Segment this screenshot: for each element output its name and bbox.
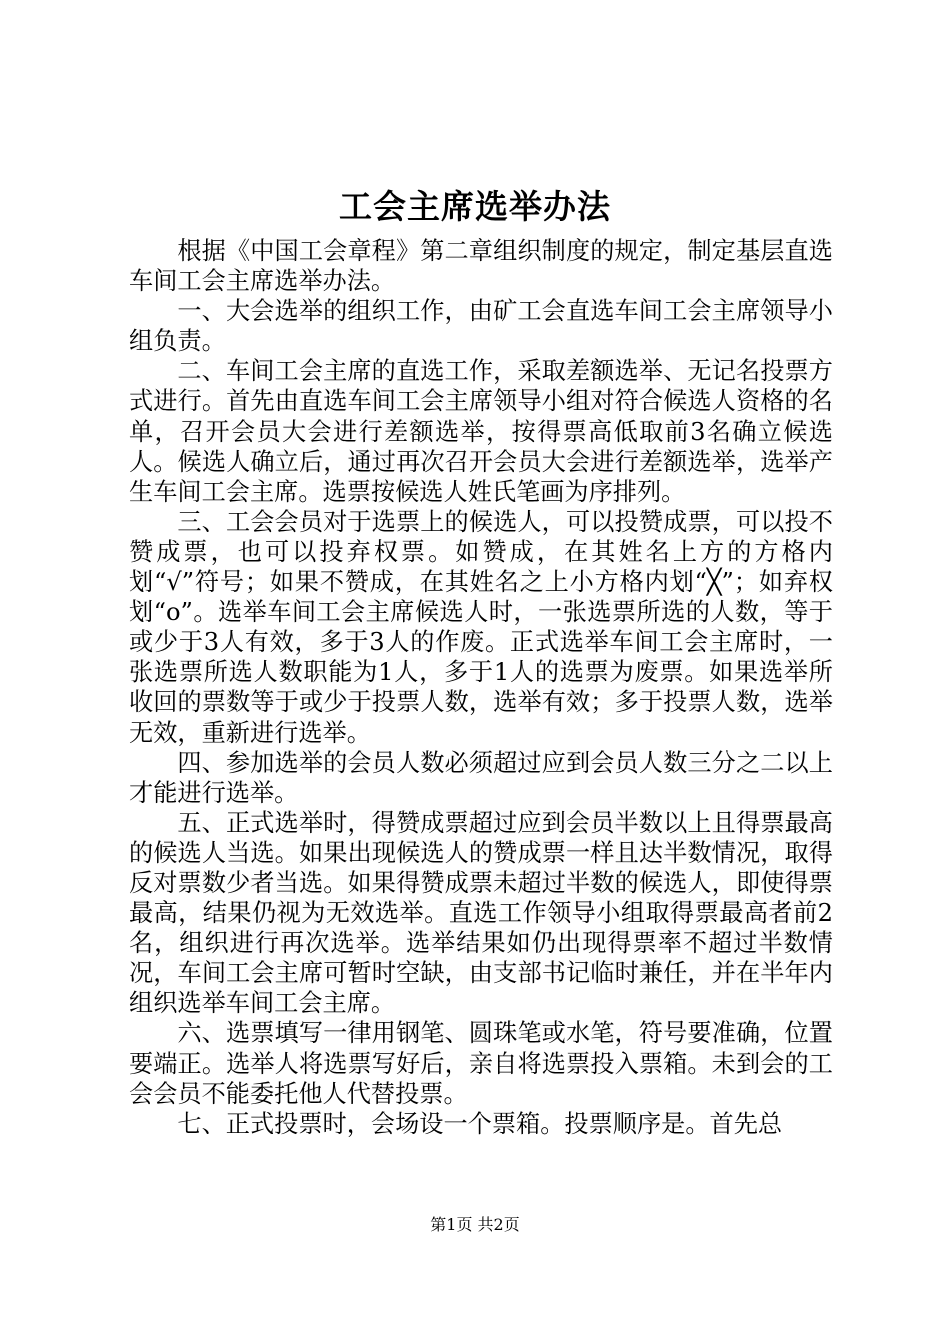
paragraph-intro: 根据《中国工会章程》第二章组织制度的规定，制定基层直选车间工会主席选举办法。 bbox=[129, 237, 833, 296]
page-number-footer: 第1页 共2页 bbox=[430, 1215, 520, 1234]
paragraph-5: 五、正式选举时，得赞成票超过应到会员半数以上且得票最高的候选人当选。如果出现候选人的赞成票一样且达半数情况，取得反对票数少者当选。如果得赞成票未超过半数的候选人，即使得票最高，结果仍视为无效选举。直选工作领导小组取得票最高者前2名，组织进行再次选举。选举结果如仍出现得票率不超过半数情况，车间工会主席可暂时空缺，由支部书记临时兼任，并在半年内组织选举车间工会主席。 bbox=[129, 808, 833, 1018]
paragraph-6: 六、选票填写一律用钢笔、圆珠笔或水笔，符号要准确，位置要端正。选举人将选票写好后，亲自将选票投入票箱。未到会的工会会员不能委托他人代替投票。 bbox=[129, 1019, 833, 1108]
paragraph-3: 三、工会会员对于选票上的候选人，可以投赞成票，可以投不赞成票，也可以投弃权票。如赞成，在其姓名上方的方格内划“√”符号；如果不赞成，在其姓名之上小方格内划“╳”；如弃权划“o”。选举车间工会主席候选人时，一张选票所选的人数，等于或少于3人有效，多于3人的作废。正式选举车间工会主席时，一张选票所选人数职能为1人，多于1人的选票为废票。如果选举所收回的票数等于或少于投票人数，选举有效；多于投票人数，选举无效，重新进行选举。 bbox=[129, 507, 833, 747]
paragraph-4: 四、参加选举的会员人数必须超过应到会员人数三分之二以上才能进行选举。 bbox=[129, 748, 833, 807]
document-title: 工会主席选举办法 bbox=[339, 187, 611, 226]
paragraph-1: 一、大会选举的组织工作，由矿工会直选车间工会主席领导小组负责。 bbox=[129, 297, 833, 356]
paragraph-7: 七、正式投票时，会场设一个票箱。投票顺序是。首先总 bbox=[177, 1109, 783, 1138]
document-body bbox=[129, 236, 833, 1139]
paragraph-2: 二、车间工会主席的直选工作，采取差额选举、无记名投票方式进行。首先由直选车间工会主席领导小组对符合候选人资格的名单，召开会员大会进行差额选举，按得票高低取前3名确立候选人。候选人确立后，通过再次召开会员大会进行差额选举，选举产生车间工会主席。选票按候选人姓氏笔画为序排列。 bbox=[129, 357, 833, 506]
